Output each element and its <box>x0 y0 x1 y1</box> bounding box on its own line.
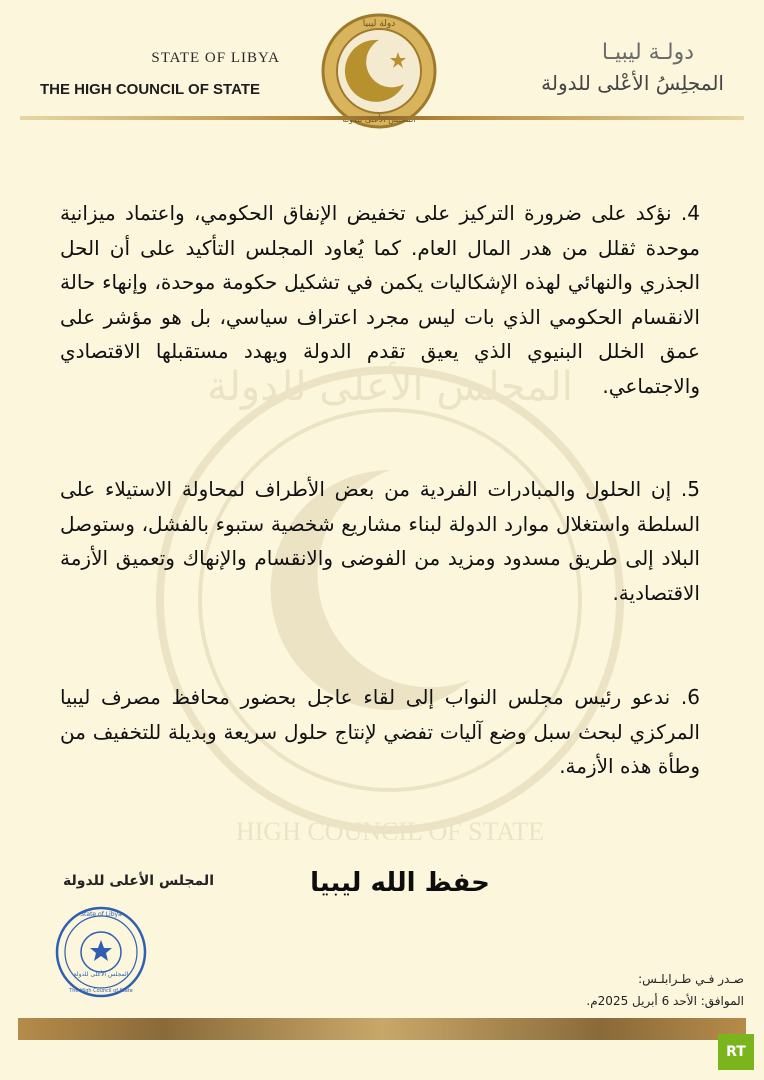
footer-divider <box>18 1018 746 1040</box>
rt-logo: RT <box>718 1034 754 1070</box>
header-english <box>40 50 290 98</box>
state-name-en: STATE OF LIBYA <box>151 50 280 66</box>
stamp-text-ar: المجلس الأعلى للدولة <box>73 971 129 978</box>
official-stamp <box>55 906 147 998</box>
stamp-text-bottom: The High Council of State <box>69 988 133 994</box>
council-emblem <box>320 12 438 130</box>
issue-place: صـدر فـي طـرابلـس: <box>638 972 744 986</box>
paragraph-6: 6. ندعو رئيس مجلس النواب إلى لقاء عاجل بحضور محافظ مصرف ليبيا المركزي لبحث سبل وضع آليات تفضي لإنتاج حلول سريعة وبديلة للتخفيف من وطأة هذه الأزمة. <box>60 685 700 778</box>
header-divider <box>20 116 744 120</box>
signatory-name: المجلس الأعلى للدولة <box>63 873 214 889</box>
watermark-text-en: HIGH COUNCIL OF STATE <box>235 817 545 846</box>
paragraph-5: 5. إن الحلول والمبادرات الفردية من بعض الأطراف لمحاولة الاستيلاء على السلطة واستغلال موارد الدولة لبناء مشاريع شخصية ستبوء بالفشل، وستوصل البلاد إلى طريق مسدود ومزيد من الفوضى والانقسام والإنهاك وتعميق الأزمة الاقتصادية. <box>60 477 700 605</box>
emblem-text-top: دولة ليبيا <box>362 19 396 29</box>
issue-date: الموافق: الأحد 6 أبريل 2025م. <box>586 994 744 1008</box>
closing-phrase: حفظ الله ليبيا <box>310 868 490 898</box>
statement-body <box>60 196 700 784</box>
council-name-ar: المجلِسُ الأعْلى للدولة <box>541 71 724 95</box>
header-arabic <box>524 40 724 95</box>
state-name-ar: دولـة ليبيـا <box>601 40 694 65</box>
watermark-text-ar: المجلس الأعلى للدولة <box>207 364 573 410</box>
paragraph-4: 4. نؤكد على ضرورة التركيز على تخفيض الإنفاق الحكومي، واعتماد ميزانية موحدة ثقلل من هدر المال العام. كما يُعاود المجلس التأكيد على أن الحل الجذري والنهائي لهذه الإشكاليات يكمن في تشكيل حكومة موحدة، وإنهاء حالة الانقسام الحكومي الذي بات ليس مجرد اعتراف سياسي، بل هو مؤشر على عمق الخلل البنيوي الذي يعيق تقدم الدولة ويهدد مستقبلها الاقتصادي والاجتماعي. <box>60 201 700 398</box>
council-name-en: THE HIGH COUNCIL OF STATE <box>40 81 260 98</box>
stamp-text-top: State of Libya <box>80 911 122 918</box>
issue-info <box>484 968 744 1012</box>
